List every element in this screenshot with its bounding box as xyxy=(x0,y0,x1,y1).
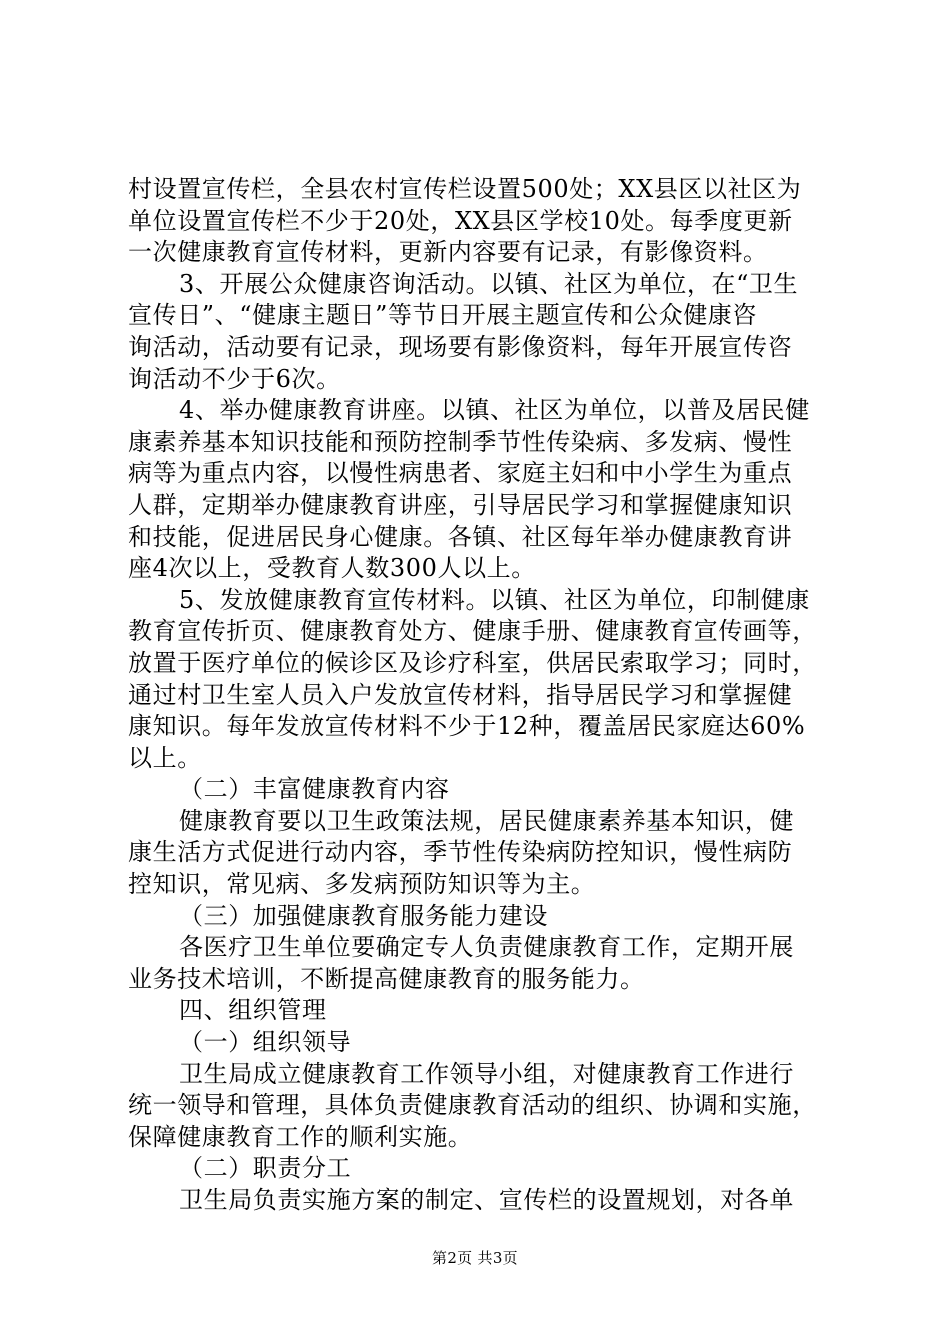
document-line: 通过村卫生室人员入户发放宣传材料，指导居民学习和掌握健 xyxy=(128,680,793,709)
document-line: 康素养基本知识技能和预防控制季节性传染病、多发病、慢性 xyxy=(128,427,793,456)
document-line: 宣传日”、“健康主题日”等节日开展主题宣传和公众健康咨 xyxy=(128,301,758,330)
document-line: 4、举办健康教育讲座。以镇、社区为单位，以普及居民健 xyxy=(179,396,810,425)
document-line: 各医疗卫生单位要确定专人负责健康教育工作，定期开展 xyxy=(179,933,794,962)
document-line: 控知识，常见病、多发病预防知识等为主。 xyxy=(128,870,596,899)
document-line: （三）加强健康教育服务能力建设 xyxy=(179,901,548,930)
document-line: 康知识。每年发放宣传材料不少于12种，覆盖居民家庭达60% xyxy=(128,712,806,741)
document-line: 询活动不少于6次。 xyxy=(128,364,341,393)
document-line: 业务技术培训，不断提高健康教育的服务能力。 xyxy=(128,964,645,993)
document-line: （二）丰富健康教育内容 xyxy=(179,775,450,804)
document-line: 统一领导和管理，具体负责健康教育活动的组织、协调和实施， xyxy=(128,1091,817,1120)
document-line: 以上。 xyxy=(128,743,202,772)
document-line: 人群，定期举办健康教育讲座，引导居民学习和掌握健康知识 xyxy=(128,490,793,519)
page-number-footer: 第2页 共3页 xyxy=(432,1249,518,1267)
document-line: 康生活方式促进行动内容，季节性传染病防控知识，慢性病防 xyxy=(128,838,793,867)
document-line: 健康教育要以卫生政策法规，居民健康素养基本知识，健 xyxy=(179,806,794,835)
document-line: 一次健康教育宣传材料，更新内容要有记录，有影像资料。 xyxy=(128,238,768,267)
document-body xyxy=(128,174,830,1217)
document-line: 单位设置宣传栏不少于20处，XX县区学校10处。每季度更新 xyxy=(128,206,793,235)
document-line: 卫生局负责实施方案的制定、宣传栏的设置规划，对各单 xyxy=(179,1186,794,1214)
document-line: 保障健康教育工作的顺利实施。 xyxy=(128,1122,473,1151)
document-line: 教育宣传折页、健康教育处方、健康手册、健康教育宣传画等， xyxy=(128,617,817,646)
document-line: 放置于医疗单位的候诊区及诊疗科室，供居民索取学习；同时， xyxy=(128,648,817,677)
document-line: 3、开展公众健康咨询活动。以镇、社区为单位，在“卫生 xyxy=(179,269,799,298)
document-line: 询活动，活动要有记录，现场要有影像资料，每年开展宣传咨 xyxy=(128,332,793,361)
document-line: （一）组织领导 xyxy=(179,1028,352,1057)
document-line: 卫生局成立健康教育工作领导小组，对健康教育工作进行 xyxy=(179,1059,794,1088)
document-line: 病等为重点内容，以慢性病患者、家庭主妇和中小学生为重点 xyxy=(128,459,793,488)
document-line: 村设置宣传栏，全县农村宣传栏设置500处；XX县区以社区为 xyxy=(128,175,802,203)
document-line: 座4次以上，受教育人数300人以上。 xyxy=(128,554,536,583)
document-line: 5、发放健康教育宣传材料。以镇、社区为单位，印制健康 xyxy=(179,585,810,614)
document-line: 和技能，促进居民身心健康。各镇、社区每年举办健康教育讲 xyxy=(128,522,793,551)
document-line: 四、组织管理 xyxy=(179,996,327,1025)
document-line: （二）职责分工 xyxy=(179,1154,352,1183)
